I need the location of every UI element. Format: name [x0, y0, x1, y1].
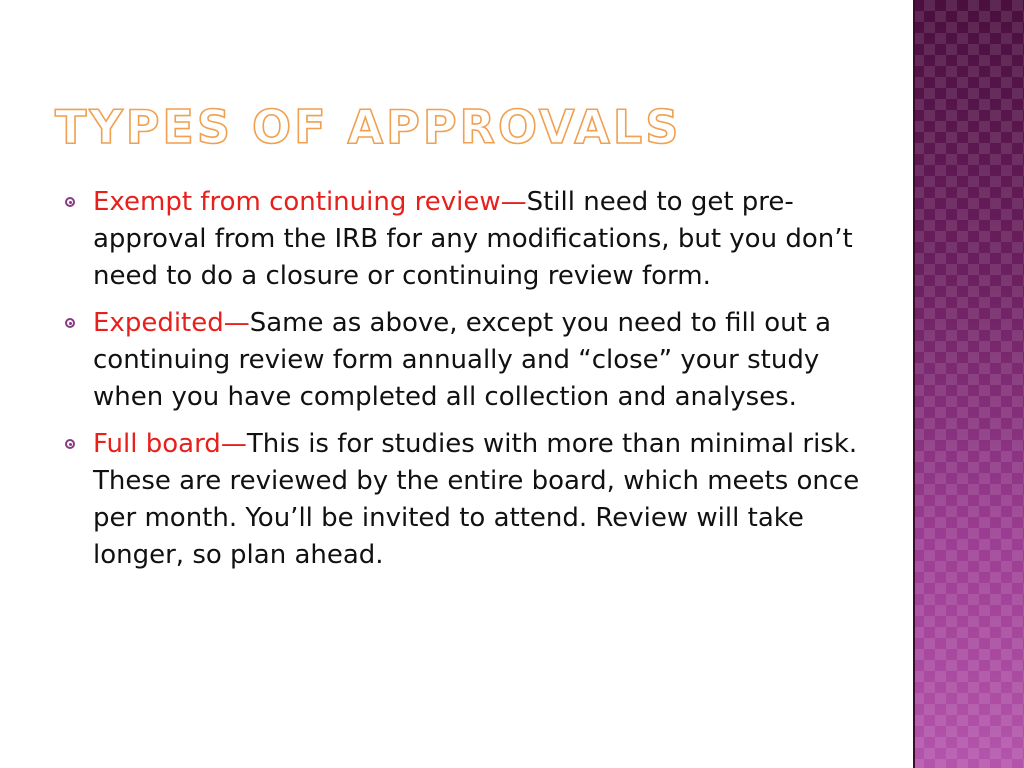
bullet-item-exempt: [60, 184, 860, 295]
bullet-dash: —: [500, 187, 527, 217]
bullet-text: Still need to get pre-approval from the IRB for any modifications, but you don’t need to do a closure or continuing review form.: [93, 187, 853, 291]
bullet-list: [60, 184, 860, 584]
bullet-term: Exempt from continuing review: [93, 187, 501, 217]
slide-title: TYPES OF APPROVALS: [55, 100, 682, 154]
circle-dot-bullet-icon: [65, 197, 75, 207]
bullet-term: Full board: [93, 429, 221, 459]
bullet-item-expedited: [60, 305, 860, 416]
bullet-dash: —: [220, 429, 247, 459]
circle-dot-bullet-icon: [65, 318, 75, 328]
bullet-item-full-board: [60, 426, 860, 574]
circle-dot-bullet-icon: [65, 439, 75, 449]
bullet-term: Expedited: [93, 308, 224, 338]
side-band-edge: [913, 0, 915, 768]
bullet-text: This is for studies with more than minimal risk. These are reviewed by the entire board, which meets once per month. You’ll be invited to attend. Review will take longer, so plan ahead.: [93, 429, 860, 570]
bullet-dash: —: [223, 308, 250, 338]
decorative-side-band: [913, 0, 1024, 768]
bullet-text: Same as above, except you need to fill out a continuing review form annually and “close” your study when you have completed all collection and analyses.: [93, 308, 832, 412]
